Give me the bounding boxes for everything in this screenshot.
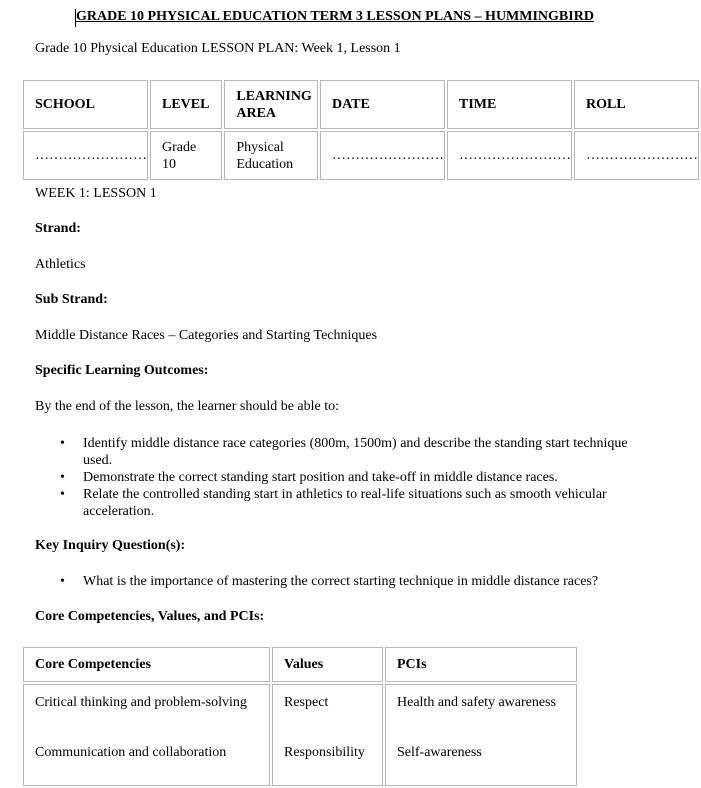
- lesson-plan-subtitle: Grade 10 Physical Education LESSON PLAN: Week 1, Lesson 1: [35, 41, 401, 56]
- value-learning-area-line1: Physical: [236, 139, 284, 155]
- value-roll: ……………………: [574, 131, 699, 180]
- core-competency-item: Critical thinking and problem-solving: [35, 695, 247, 710]
- core-competency-item: Communication and collaboration: [35, 745, 227, 760]
- table-header-row: [23, 647, 577, 682]
- pci-item: Health and safety awareness: [397, 695, 556, 710]
- value-level: [150, 131, 222, 180]
- values-cell: [272, 684, 383, 786]
- lesson-info-table: [21, 78, 701, 182]
- strand-heading: Strand:: [35, 221, 81, 236]
- strand-value: Athletics: [35, 257, 86, 272]
- slo-intro: By the end of the lesson, the learner should be able to:: [35, 399, 340, 414]
- header-time: TIME: [447, 80, 572, 129]
- list-item: • Identify middle distance race categories (800m, 1500m) and describe the standing start technique used.: [35, 435, 645, 469]
- header-pcis: PCIs: [385, 647, 577, 682]
- value-item: Respect: [284, 695, 329, 710]
- sub-strand-value: Middle Distance Races – Categories and Starting Techniques: [35, 328, 378, 343]
- pci-item: Self-awareness: [397, 745, 482, 760]
- core-heading: Core Competencies, Values, and PCIs:: [35, 609, 265, 624]
- header-school: SCHOOL: [23, 80, 148, 129]
- header-core-competencies: Core Competencies: [23, 647, 270, 682]
- header-learning-area: [224, 80, 318, 129]
- header-date: DATE: [320, 80, 445, 129]
- core-competencies-table: [21, 645, 579, 788]
- value-level-line2: 10: [162, 156, 176, 172]
- pcis-cell: [385, 684, 577, 786]
- core-competencies-cell: [23, 684, 270, 786]
- value-level-line1: Grade: [162, 139, 197, 155]
- list-item: • Relate the controlled standing start in athletics to real-life situations such as smooth vehicular acceleration.: [35, 486, 645, 520]
- kiq-heading: Key Inquiry Question(s):: [35, 538, 186, 553]
- header-level: LEVEL: [150, 80, 222, 129]
- table-header-row: [23, 80, 699, 129]
- kiq-list: [35, 573, 675, 590]
- list-item: • Demonstrate the correct standing start position and take-off in middle distance races.: [35, 469, 645, 486]
- sub-strand-heading: Sub Strand:: [35, 292, 108, 307]
- list-item: • What is the importance of mastering the correct starting technique in middle distance races?: [35, 573, 675, 590]
- header-learning-area-line1: LEARNING: [236, 88, 312, 104]
- value-school: ……………………: [23, 131, 148, 180]
- value-time: ……………………: [447, 131, 572, 180]
- header-roll: ROLL: [574, 80, 699, 129]
- slo-heading: Specific Learning Outcomes:: [35, 363, 209, 378]
- slo-list: [35, 435, 645, 520]
- value-learning-area: [224, 131, 318, 180]
- document-title: GRADE 10 PHYSICAL EDUCATION TERM 3 LESSON PLANS – HUMMINGBIRD: [76, 9, 594, 24]
- value-item: Responsibility: [284, 745, 365, 760]
- header-values: Values: [272, 647, 383, 682]
- table-row: [23, 684, 577, 786]
- table-row: [23, 131, 699, 180]
- value-learning-area-line2: Education: [236, 156, 294, 172]
- header-learning-area-line2: AREA: [236, 105, 277, 121]
- value-date: ……………………: [320, 131, 445, 180]
- week-label: WEEK 1: LESSON 1: [35, 186, 157, 201]
